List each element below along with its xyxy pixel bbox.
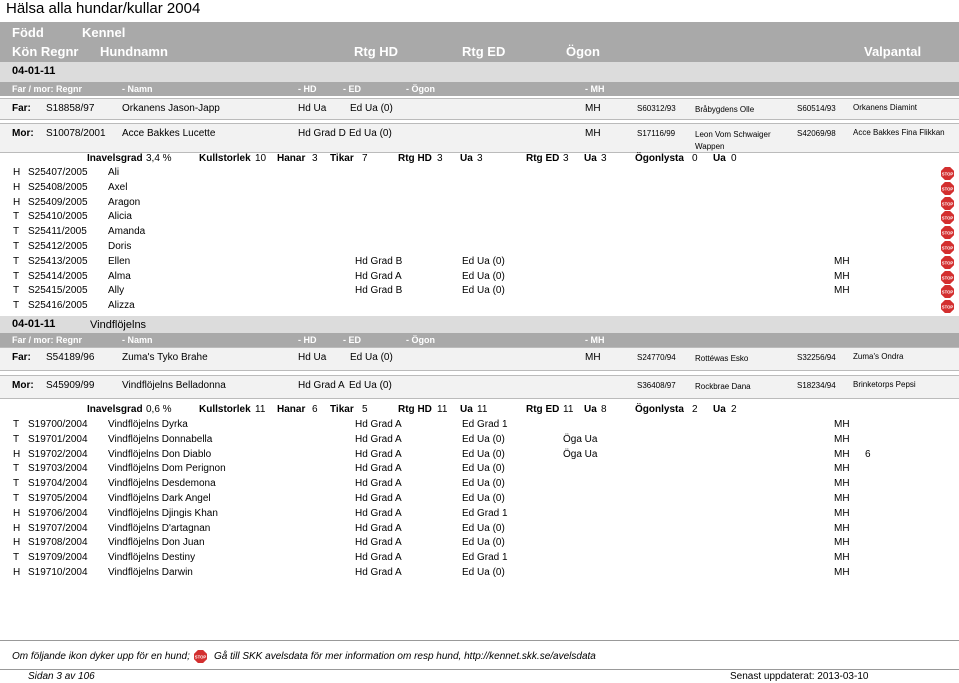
pup-mh: MH (834, 522, 850, 534)
litter-stat-tikar-label: Tikar (330, 404, 354, 415)
table-row (0, 210, 959, 224)
litter-stat-ua2: 8 (601, 404, 607, 415)
subheader-parent: Far / mor: Regnr (12, 84, 83, 94)
table-row (0, 196, 959, 210)
litter-stat-ua1: 11 (477, 404, 488, 415)
stop-icon[interactable] (941, 300, 954, 313)
pup-regnr[interactable]: S25415/2005 (28, 285, 88, 297)
pup-regnr[interactable]: S19708/2004 (28, 537, 88, 549)
pup-sex: H (13, 537, 21, 549)
svg-text:STOP: STOP (941, 304, 954, 310)
pup-ed: Ed Ua (0) (462, 493, 505, 504)
pup-regnr[interactable]: S25410/2005 (28, 211, 88, 223)
parent-ed: Ed Ua (0) (349, 380, 392, 391)
parent-hd: Hd Grad D (298, 128, 346, 139)
stop-icon (194, 650, 207, 663)
litter-stat-ua3-label: Ua (713, 404, 726, 415)
subheader-ogon: - Ögon (406, 335, 435, 345)
table-row (0, 522, 959, 536)
footer-legend-text[interactable]: Gå till SKK avelsdata för mer information om resp hund, http://kennet.skk.se/avelsdata (214, 651, 596, 662)
subheader-ed: - ED (343, 84, 361, 94)
parent-hd: Hd Grad A (298, 380, 345, 391)
pup-ed: Ed Ua (0) (462, 463, 505, 475)
pup-name: Doris (108, 241, 132, 252)
subheader-namn: - Namn (122, 84, 153, 94)
pup-sex: H (13, 196, 21, 208)
litter-stat-ua2-label: Ua (584, 153, 597, 164)
pup-mh: MH (834, 478, 850, 490)
svg-text:STOP: STOP (941, 245, 954, 251)
parent-label: Far: (12, 103, 31, 114)
pup-ed: Ed Ua (0) (462, 522, 505, 534)
pup-hd: Hd Grad B (355, 255, 403, 267)
litter-stat-tikar-label: Tikar (330, 153, 354, 164)
pup-name: Vindflöjelns Dyrka (108, 419, 188, 430)
pup-name: Vindflöjelns Don Diablo (108, 448, 212, 460)
litter-stat-ua3: 0 (731, 153, 737, 164)
header-valpantal: Valpantal (864, 44, 922, 59)
table-row (0, 255, 959, 269)
grandparent2-name: Brinketorps Pepsi (853, 380, 916, 389)
litter-stat-rtghd-label: Rtg HD (398, 404, 432, 415)
pup-mh: MH (834, 255, 850, 267)
pup-name: Vindflöjelns Dark Angel (108, 493, 211, 504)
pup-ed: Ed Grad 1 (462, 419, 508, 430)
subheader-mh: - MH (585, 84, 605, 94)
pup-regnr[interactable]: S25413/2005 (28, 255, 88, 267)
table-row (0, 477, 959, 491)
pup-hd: Hd Grad A (355, 552, 402, 564)
pup-name: Vindflöjelns Donnabella (108, 433, 213, 445)
parent-mh: MH (585, 352, 601, 363)
pup-ed: Ed Grad 1 (462, 507, 508, 519)
header-kon-regnr: Kön Regnr (12, 44, 79, 59)
litter-stat-kull: 11 (255, 404, 266, 415)
pup-hd: Hd Grad A (355, 463, 402, 475)
litter-stat-ogon: 0 (692, 153, 698, 164)
pup-hd: Hd Grad A (355, 433, 402, 445)
pup-name: Vindflöjelns Darwin (108, 567, 193, 578)
parent-ed: Ed Ua (0) (349, 128, 392, 139)
svg-text:STOP: STOP (194, 654, 207, 660)
stop-icon[interactable] (941, 285, 954, 298)
pup-hd: Hd Grad A (355, 507, 402, 519)
pup-sex: H (13, 167, 21, 178)
pup-sex: T (13, 241, 20, 252)
subheader-hd: - HD (298, 84, 317, 94)
pup-sex: H (13, 567, 21, 578)
pup-ed: Ed Ua (0) (462, 270, 505, 282)
pup-sex: T (13, 463, 20, 475)
litter-date-band (0, 62, 959, 82)
table-row (0, 181, 959, 195)
pup-name: Vindflöjelns D'artagnan (108, 522, 211, 534)
litter-stat-ua2: 3 (601, 153, 607, 164)
pup-ed: Ed Ua (0) (462, 567, 505, 578)
pup-name: Vindflöjelns Don Juan (108, 537, 205, 549)
table-row (0, 566, 959, 580)
grandparent2-regnr: S32256/94 (797, 353, 836, 362)
subheader-parent: Far / mor: Regnr (12, 335, 83, 345)
parent-label: Mor: (12, 380, 34, 391)
pup-name: Alma (108, 270, 131, 282)
pup-regnr[interactable]: S19702/2004 (28, 448, 88, 460)
litter-stat-kull: 10 (255, 153, 267, 164)
stop-icon[interactable] (941, 241, 954, 254)
pup-sex: T (13, 300, 20, 312)
litter-stat-inavel-label: Inavelsgrad (87, 153, 143, 164)
pup-regnr[interactable]: S19700/2004 (28, 419, 88, 430)
parent-name: Acce Bakkes Lucette (122, 128, 216, 139)
pup-ed: Ed Grad 1 (462, 552, 508, 564)
pup-mh: MH (834, 493, 850, 504)
pup-hd: Hd Grad A (355, 448, 402, 460)
litter-stat-inavel: 0,6 % (146, 404, 172, 415)
litter-stat-hanar: 3 (312, 153, 318, 164)
header-kennel: Kennel (82, 25, 126, 40)
svg-text:STOP: STOP (941, 201, 954, 207)
header-hundnamn: Hundnamn (100, 44, 168, 59)
pup-name: Amanda (108, 226, 146, 238)
pup-regnr[interactable]: S19706/2004 (28, 507, 88, 519)
stop-icon[interactable] (941, 211, 954, 224)
subheader-hd: - HD (298, 335, 317, 345)
stop-icon[interactable] (941, 197, 954, 210)
pup-ed: Ed Ua (0) (462, 448, 505, 460)
grandparent2-name: Orkanens Diamint (853, 103, 918, 112)
litter-stat-rtged: 11 (563, 404, 574, 415)
table-row (0, 240, 959, 254)
parent-regnr[interactable]: S18858/97 (46, 103, 95, 114)
litter-stat-rtged-label: Rtg ED (526, 153, 560, 164)
footer-legend-prefix: Om följande ikon dyker upp för en hund; (12, 651, 190, 662)
stop-icon[interactable] (941, 182, 954, 195)
pup-regnr[interactable]: S25416/2005 (28, 300, 88, 312)
grandparent2-regnr: S42069/98 (797, 129, 836, 138)
svg-text:STOP: STOP (941, 215, 954, 221)
pup-mh: MH (834, 463, 850, 475)
litter-stat-ua2-label: Ua (584, 404, 597, 415)
pup-mh: MH (834, 419, 850, 430)
grandparent2-name: Acce Bakkes Fina Flikkan (853, 128, 945, 137)
grandparent2-regnr: S60514/93 (797, 104, 836, 113)
litter-stat-rtghd: 11 (437, 404, 448, 415)
litter-stat-rtghd: 3 (437, 153, 443, 164)
litter-kennel: Vindflöjelns (90, 319, 147, 331)
svg-text:STOP: STOP (941, 289, 954, 295)
parent-regnr[interactable]: S54189/96 (46, 352, 95, 363)
parent-row-far (0, 347, 959, 371)
litter-date: 04-01-11 (12, 65, 56, 77)
parent-subheader (0, 82, 959, 96)
parent-hd: Hd Ua (298, 103, 327, 114)
svg-text:STOP: STOP (941, 186, 954, 192)
pup-regnr[interactable]: S25407/2005 (28, 167, 88, 178)
litter-stat-kull-label: Kullstorlek (199, 153, 251, 164)
pup-sex: T (13, 433, 20, 445)
pup-sex: T (13, 211, 20, 223)
table-row (0, 507, 959, 521)
pup-hd: Hd Grad A (355, 493, 402, 504)
pup-ed: Ed Ua (0) (462, 255, 505, 267)
pup-name: Ally (108, 285, 125, 297)
pup-ed: Ed Ua (0) (462, 537, 505, 549)
pup-mh: MH (834, 285, 850, 297)
pup-hd: Hd Grad A (355, 270, 402, 282)
parent-hd: Hd Ua (298, 352, 327, 363)
table-row (0, 462, 959, 476)
pup-regnr[interactable]: S25409/2005 (28, 196, 88, 208)
pup-sex: T (13, 285, 20, 297)
grandparent1-name: Rockbrae Dana (695, 382, 751, 391)
pup-ogon: Öga Ua (563, 448, 598, 460)
pup-hd: Hd Grad B (355, 285, 403, 297)
parent-name: Zuma's Tyko Brahe (122, 352, 208, 363)
pup-name: Alicia (108, 211, 132, 223)
pup-hd: Hd Grad A (355, 537, 402, 549)
stop-icon[interactable] (941, 256, 954, 269)
stop-icon[interactable] (941, 226, 954, 239)
litter-stat-hanar-label: Hanar (277, 404, 306, 415)
parent-name: Orkanens Jason-Japp (122, 103, 220, 114)
stop-icon[interactable] (941, 167, 954, 180)
pup-sex: H (13, 181, 21, 193)
parent-regnr[interactable]: S10078/2001 (46, 128, 106, 139)
pup-sex: T (13, 478, 20, 490)
table-row (0, 418, 959, 432)
parent-row-mor (0, 123, 959, 153)
svg-text:STOP: STOP (941, 275, 954, 281)
footer-updated: Senast uppdaterat: 2013-03-10 (730, 671, 869, 682)
parent-row-far (0, 98, 959, 120)
pup-regnr[interactable]: S25412/2005 (28, 241, 88, 252)
litter-stat-ogon: 2 (692, 404, 698, 415)
pup-name: Vindflöjelns Djingis Khan (108, 507, 218, 519)
pup-sex: H (13, 507, 21, 519)
pup-mh: MH (834, 270, 850, 282)
header-fodd: Född (12, 25, 44, 40)
litter-stat-kull-label: Kullstorlek (199, 404, 251, 415)
pup-mh: MH (834, 567, 850, 578)
parent-mh: MH (585, 128, 601, 139)
litter-stat-hanar-label: Hanar (277, 153, 306, 164)
table-row (0, 448, 959, 462)
header-rtg-ed: Rtg ED (462, 44, 506, 59)
pup-sex: T (13, 255, 20, 267)
pup-mh: MH (834, 433, 850, 445)
pup-name: Vindflöjelns Desdemona (108, 478, 216, 490)
pup-hd: Hd Grad A (355, 522, 402, 534)
pup-mh: MH (834, 507, 850, 519)
litter-stat-rtghd-label: Rtg HD (398, 153, 432, 164)
pup-hd: Hd Grad A (355, 478, 402, 490)
pup-sex: T (13, 270, 20, 282)
table-row (0, 284, 959, 298)
grandparent1-regnr: S17116/99 (637, 129, 676, 138)
parent-label: Far: (12, 352, 31, 363)
grandparent1-name: Leon Vom Schwaiger Wappen (695, 130, 771, 151)
pup-regnr[interactable]: S19709/2004 (28, 552, 88, 564)
litter-stat-ua1-label: Ua (460, 153, 473, 164)
subheader-ogon: - Ögon (406, 84, 435, 94)
litter-stat-hanar: 6 (312, 404, 318, 415)
parent-label: Mor: (12, 128, 34, 139)
litter-stat-ua1: 3 (477, 153, 483, 164)
pup-valpantal: 6 (865, 448, 871, 460)
stop-icon[interactable] (941, 271, 954, 284)
table-row (0, 299, 959, 313)
parent-name: Vindflöjelns Belladonna (122, 380, 226, 391)
pup-sex: H (13, 448, 21, 460)
pup-regnr[interactable]: S19701/2004 (28, 433, 88, 445)
parent-subheader (0, 333, 959, 347)
pup-regnr[interactable]: S19707/2004 (28, 522, 88, 534)
pup-name: Vindflöjelns Dom Perignon (108, 463, 226, 475)
pup-name: Alizza (108, 300, 135, 312)
pup-hd: Hd Grad A (355, 567, 402, 578)
pup-mh: MH (834, 552, 850, 564)
pup-sex: T (13, 493, 20, 504)
grandparent1-regnr: S60312/93 (637, 104, 676, 113)
grandparent1-name: Bråbygdens Olle (695, 105, 755, 114)
table-row (0, 270, 959, 284)
litter-stat-inavel-label: Inavelsgrad (87, 404, 143, 415)
table-row (0, 536, 959, 550)
pup-hd: Hd Grad A (355, 419, 402, 430)
subheader-mh: - MH (585, 335, 605, 345)
parent-ed: Ed Ua (0) (350, 352, 393, 363)
pup-regnr[interactable]: S19710/2004 (28, 567, 88, 578)
litter-stat-ogon-label: Ögonlysta (635, 153, 684, 164)
pup-mh: MH (834, 448, 850, 460)
pup-ogon: Öga Ua (563, 433, 598, 445)
litter-stat-tikar: 7 (362, 153, 368, 164)
pup-name: Axel (108, 181, 128, 193)
grandparent2-regnr: S18234/94 (797, 381, 836, 390)
grandparent1-name: Rottéwas Esko (695, 354, 749, 363)
litter-stat-tikar: 5 (362, 404, 368, 415)
pup-mh: MH (834, 537, 850, 549)
litter-stat-ua1-label: Ua (460, 404, 473, 415)
parent-mh: MH (585, 103, 601, 114)
table-row (0, 492, 959, 506)
litter-stat-ua3-label: Ua (713, 153, 726, 164)
pup-ed: Ed Ua (0) (462, 433, 505, 445)
pup-name: Aragon (108, 196, 141, 208)
header-rtg-hd: Rtg HD (354, 44, 399, 59)
pup-sex: T (13, 226, 20, 238)
pup-sex: T (13, 552, 20, 564)
footer-page: Sidan 3 av 106 (28, 671, 95, 682)
header-ogon: Ögon (566, 44, 600, 59)
litter-date: 04-01-11 (12, 318, 56, 330)
pup-name: Ellen (108, 255, 131, 267)
litter-stat-inavel: 3,4 % (146, 153, 172, 164)
pup-regnr[interactable]: S25411/2005 (28, 226, 87, 238)
pup-ed: Ed Ua (0) (462, 478, 505, 490)
litter-date-band (0, 316, 959, 333)
page-title: Hälsa alla hundar/kullar 2004 (6, 0, 201, 17)
grandparent1-regnr: S36408/97 (637, 381, 676, 390)
table-row (0, 551, 959, 565)
pup-regnr[interactable]: S19704/2004 (28, 478, 88, 490)
subheader-ed: - ED (343, 335, 361, 345)
litter-stat-ogon-label: Ögonlysta (635, 404, 684, 415)
pup-name: Vindflöjelns Destiny (108, 552, 196, 564)
parent-ed: Ed Ua (0) (350, 103, 393, 114)
grandparent2-name: Zuma's Ondra (853, 352, 904, 361)
parent-row-mor (0, 375, 959, 399)
litter-stat-rtged-label: Rtg ED (526, 404, 560, 415)
litter-stat-ua3: 2 (731, 404, 737, 415)
table-row (0, 225, 959, 239)
pup-regnr[interactable]: S25408/2005 (28, 181, 88, 193)
grandparent1-regnr: S24770/94 (637, 353, 676, 362)
pup-sex: H (13, 522, 21, 534)
svg-text:STOP: STOP (941, 171, 954, 177)
pup-regnr[interactable]: S19703/2004 (28, 463, 88, 475)
litter-stat-rtged: 3 (563, 153, 569, 164)
pup-regnr[interactable]: S19705/2004 (28, 493, 88, 504)
pup-sex: T (13, 419, 20, 430)
svg-text:STOP: STOP (941, 230, 954, 236)
table-header (0, 22, 959, 62)
pup-name: Ali (108, 167, 120, 178)
pup-ed: Ed Ua (0) (462, 285, 505, 297)
parent-regnr[interactable]: S45909/99 (46, 380, 95, 391)
table-row (0, 166, 959, 180)
table-row (0, 433, 959, 447)
subheader-namn: - Namn (122, 335, 153, 345)
svg-text:STOP: STOP (941, 260, 954, 266)
pup-regnr[interactable]: S25414/2005 (28, 270, 88, 282)
